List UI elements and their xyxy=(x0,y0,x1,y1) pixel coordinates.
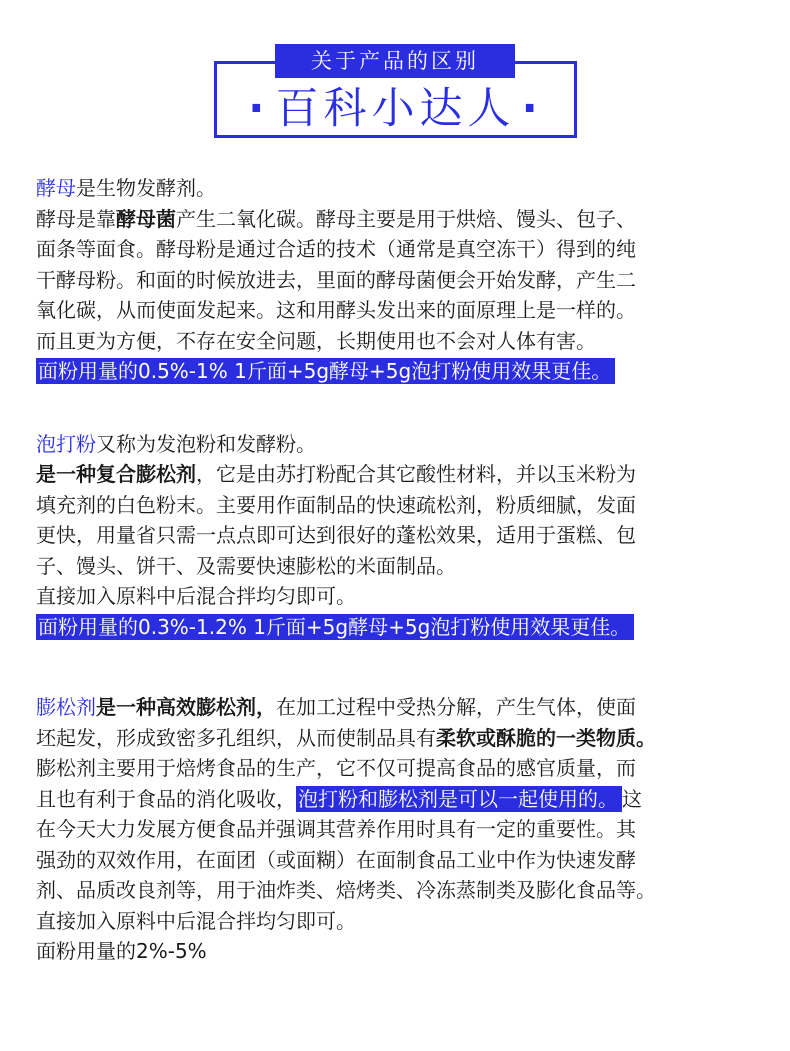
term-yeast: 酵母 xyxy=(36,176,76,200)
usage-text: 面粉用量的2%-5% xyxy=(36,939,207,963)
section-yeast: 酵母是生物发酵剂。 酵母是靠酵母菌产生二氧化碳。酵母主要是用于烘焙、馒头、包子、 面条等面食。酵母粉是通过合适的技术（通常是真空冻干）得到的纯 干酵母粉。和面的时候放进去，里面的酵母菌便会开始发酵，产生二 氧化碳，从而使面发起来。这和用酵头发出来的面原理上是一样的。 而且更为方便，不存在安全问题，长期使用也不会对人体有害。 面粉用量的0.5%-1% 1斤面+5g酵母+5g泡打粉使用效果更佳。 xyxy=(36,176,636,383)
usage-highlight: 面粉用量的0.5%-1% 1斤面+5g酵母+5g泡打粉使用效果更佳。 xyxy=(36,358,615,384)
compatibility-highlight: 泡打粉和膨松剂是可以一起使用的。 xyxy=(296,786,622,812)
title-dot-right: · xyxy=(521,84,543,134)
section-baking-powder: 泡打粉又称为发泡粉和发酵粉。 是一种复合膨松剂，它是由苏打粉配合其它酸性材料，并以玉米粉为 填充剂的白色粉末。主要用作面制品的快速疏松剂，粉质细腻，发面 更快，用量省只需一点点即可达到很好的蓬松效果，适用于蛋糕、包 子、馒头、饼干、及需要快速膨松的米面制品。 直接加入原料中后混合拌均匀即可。 面粉用量的0.3%-1.2% 1斤面+5g酵母+5g泡打粉使用效果更佳。 xyxy=(36,431,636,639)
term-baking-powder: 泡打粉 xyxy=(36,431,96,456)
page-title xyxy=(214,80,577,138)
section-leavening: 膨松剂是一种高效膨松剂，在加工过程中受热分解，产生气体，使面 坯起发，形成致密多孔组织，从而使制品具有柔软或酥脆的一类物质。 膨松剂主要用于焙烤食品的生产，它不仅可提高食品的感官质量，而 且也有利于食品的消化吸收， 泡打粉和膨松剂是可以一起使用的。 这 在今天大力发展方便食品并强调其营养作用时具有一定的重要性。其 强劲的双效作用，在面团（或面糊）在面制食品工业中作为快速发酵 剂、品质改良剂等，用于油炸类、焙烤类、冷冻蒸制类及膨化食品等。 直接加入原料中后混合拌均匀即可。 面粉用量的2%-5% xyxy=(36,692,766,967)
term-leavening: 膨松剂 xyxy=(36,695,96,719)
header-tag: 关于产品的区别 xyxy=(275,44,515,78)
usage-highlight: 面粉用量的0.3%-1.2% 1斤面+5g酵母+5g泡打粉使用效果更佳。 xyxy=(36,614,634,640)
title-text: 百科小达人 xyxy=(275,84,516,134)
article-body xyxy=(36,173,766,967)
title-dot-left: · xyxy=(248,84,270,134)
